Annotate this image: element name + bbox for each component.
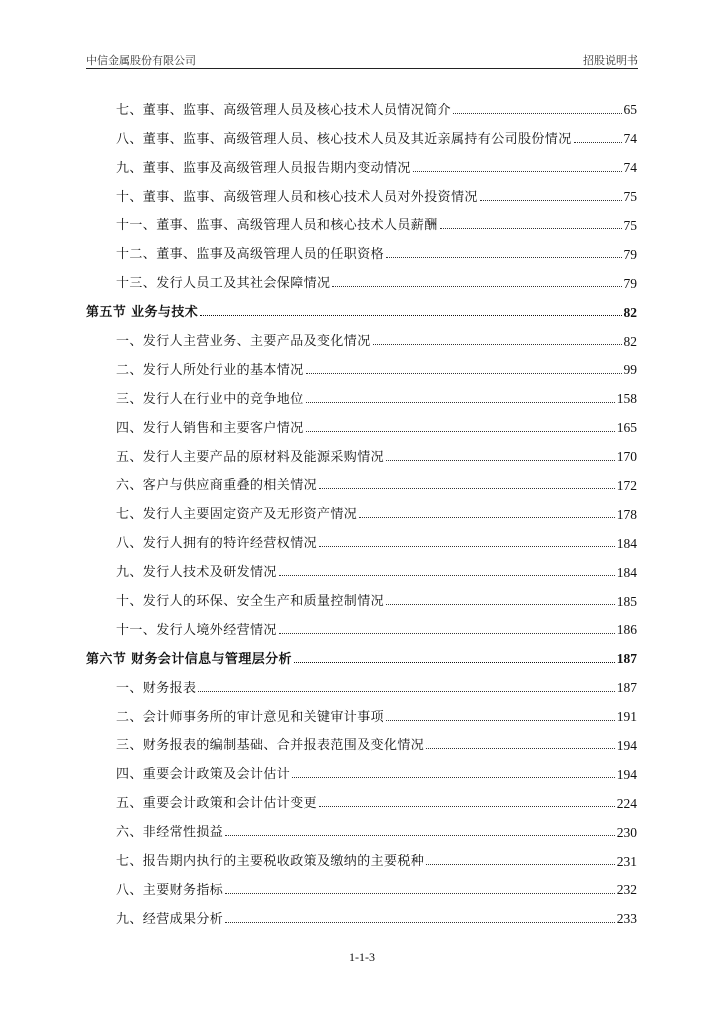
dot-leader bbox=[225, 922, 615, 923]
dot-leader bbox=[574, 142, 622, 143]
toc-entry[interactable] bbox=[86, 232, 637, 261]
toc-entry[interactable] bbox=[86, 897, 637, 926]
dot-leader bbox=[386, 257, 621, 258]
toc-page-number: 75 bbox=[623, 217, 637, 233]
toc-entry[interactable] bbox=[86, 781, 637, 810]
toc-page-number: 194 bbox=[616, 766, 637, 782]
toc-section-heading[interactable] bbox=[86, 637, 637, 666]
toc-entry[interactable] bbox=[86, 435, 637, 464]
dot-leader bbox=[319, 488, 615, 489]
toc-entry[interactable] bbox=[86, 348, 637, 377]
toc-entry[interactable] bbox=[86, 868, 637, 897]
toc-entry-title: 第五节 业务与技术 bbox=[86, 305, 199, 321]
toc-entry-title: 九、发行人技术及研发情况 bbox=[116, 565, 277, 581]
toc-page-number: 79 bbox=[623, 246, 637, 262]
toc-page-number: 231 bbox=[616, 853, 637, 869]
document-type: 招股说明书 bbox=[583, 54, 638, 67]
toc-page-number: 99 bbox=[623, 362, 637, 378]
toc-entry-title: 八、董事、监事、高级管理人员、核心技术人员及其近亲属持有公司股份情况 bbox=[116, 131, 572, 147]
header-divider bbox=[86, 68, 638, 69]
toc-entry-title: 七、董事、监事、高级管理人员及核心技术人员情况简介 bbox=[116, 102, 452, 118]
toc-page-number: 232 bbox=[616, 882, 637, 898]
dot-leader bbox=[292, 777, 615, 778]
toc-entry[interactable] bbox=[86, 117, 637, 146]
dot-leader bbox=[225, 893, 615, 894]
toc-page-number: 178 bbox=[616, 506, 637, 522]
toc-entry-title: 二、发行人所处行业的基本情况 bbox=[116, 362, 304, 378]
toc-page-number: 230 bbox=[616, 824, 637, 840]
dot-leader bbox=[306, 431, 615, 432]
toc-entry-title: 一、财务报表 bbox=[116, 680, 197, 696]
toc-entry[interactable] bbox=[86, 695, 637, 724]
toc-entry-title: 第六节 财务会计信息与管理层分析 bbox=[86, 651, 292, 667]
toc-entry[interactable] bbox=[86, 175, 637, 204]
toc-entry[interactable] bbox=[86, 261, 637, 290]
toc-entry-title: 六、非经常性损益 bbox=[116, 825, 224, 841]
toc-page-number: 194 bbox=[616, 737, 637, 753]
dot-leader bbox=[225, 835, 615, 836]
toc-page-number: 165 bbox=[616, 420, 637, 436]
toc-page-number: 224 bbox=[616, 795, 637, 811]
toc-entry-title: 六、客户与供应商重叠的相关情况 bbox=[116, 478, 318, 494]
dot-leader bbox=[426, 748, 615, 749]
dot-leader bbox=[332, 286, 621, 287]
toc-page-number: 184 bbox=[616, 564, 637, 580]
toc-entry[interactable] bbox=[86, 204, 637, 233]
dot-leader bbox=[453, 113, 621, 114]
dot-leader bbox=[413, 171, 622, 172]
dot-leader bbox=[373, 344, 622, 345]
toc-page-number: 187 bbox=[616, 651, 637, 667]
toc-page-number: 172 bbox=[616, 477, 637, 493]
dot-leader bbox=[480, 200, 622, 201]
toc-entry-title: 八、主要财务指标 bbox=[116, 882, 224, 898]
dot-leader bbox=[386, 460, 615, 461]
toc-entry-title: 十、发行人的环保、安全生产和质量控制情况 bbox=[116, 594, 385, 610]
dot-leader bbox=[319, 806, 615, 807]
toc-entry-title: 一、发行人主营业务、主要产品及变化情况 bbox=[116, 334, 371, 350]
toc-entry-title: 二、会计师事务所的审计意见和关键审计事项 bbox=[116, 709, 385, 725]
dot-leader bbox=[306, 402, 615, 403]
toc-entry-title: 十二、董事、监事及高级管理人员的任职资格 bbox=[116, 247, 385, 263]
toc-entry[interactable] bbox=[86, 521, 637, 550]
dot-leader bbox=[386, 720, 615, 721]
toc-entry-title: 七、发行人主要固定资产及无形资产情况 bbox=[116, 507, 358, 523]
dot-leader bbox=[440, 228, 622, 229]
toc-page-number: 75 bbox=[623, 189, 637, 205]
toc-entry[interactable] bbox=[86, 319, 637, 348]
toc-page-number: 191 bbox=[616, 709, 637, 725]
dot-leader bbox=[386, 604, 615, 605]
toc-entry-title: 十三、发行人员工及其社会保障情况 bbox=[116, 276, 331, 292]
toc-page-number: 184 bbox=[616, 535, 637, 551]
toc-entry[interactable] bbox=[86, 579, 637, 608]
toc-page-number: 170 bbox=[616, 449, 637, 465]
dot-leader bbox=[294, 662, 615, 663]
dot-leader bbox=[306, 373, 622, 374]
toc-entry[interactable] bbox=[86, 146, 637, 175]
toc-entry[interactable] bbox=[86, 464, 637, 493]
toc-page-number: 82 bbox=[623, 304, 637, 320]
toc-page-number: 82 bbox=[623, 333, 637, 349]
company-name: 中信金属股份有限公司 bbox=[86, 54, 196, 67]
toc-entry[interactable] bbox=[86, 406, 637, 435]
toc-page-number: 74 bbox=[623, 131, 637, 147]
dot-leader bbox=[426, 864, 615, 865]
toc-entry-title: 四、发行人销售和主要客户情况 bbox=[116, 420, 304, 436]
toc-entry-title: 七、报告期内执行的主要税收政策及缴纳的主要税种 bbox=[116, 854, 425, 870]
toc-entry[interactable] bbox=[86, 88, 637, 117]
toc-page-number: 79 bbox=[623, 275, 637, 291]
dot-leader bbox=[279, 633, 615, 634]
toc-entry-title: 九、经营成果分析 bbox=[116, 911, 224, 927]
toc-entry-title: 十一、发行人境外经营情况 bbox=[116, 622, 277, 638]
toc-page-number: 65 bbox=[623, 102, 637, 118]
dot-leader bbox=[359, 517, 615, 518]
toc-page-number: 158 bbox=[616, 391, 637, 407]
toc-entry[interactable] bbox=[86, 608, 637, 637]
toc-entry[interactable] bbox=[86, 666, 637, 695]
toc-entry-title: 三、发行人在行业中的竞争地位 bbox=[116, 391, 304, 407]
toc-section-heading[interactable] bbox=[86, 290, 637, 319]
table-of-contents bbox=[86, 88, 637, 926]
toc-entry[interactable] bbox=[86, 492, 637, 521]
toc-entry[interactable] bbox=[86, 839, 637, 868]
toc-entry-title: 五、重要会计政策和会计估计变更 bbox=[116, 796, 318, 812]
toc-entry[interactable] bbox=[86, 810, 637, 839]
dot-leader bbox=[319, 546, 615, 547]
toc-entry[interactable] bbox=[86, 724, 637, 753]
toc-entry[interactable] bbox=[86, 550, 637, 579]
toc-entry-title: 十、董事、监事、高级管理人员和核心技术人员对外投资情况 bbox=[116, 189, 478, 205]
page-number: 1-1-3 bbox=[349, 950, 375, 964]
dot-leader bbox=[279, 575, 615, 576]
toc-entry-title: 八、发行人拥有的特许经营权情况 bbox=[116, 536, 318, 552]
toc-entry-title: 四、重要会计政策及会计估计 bbox=[116, 767, 291, 783]
toc-entry-title: 三、财务报表的编制基础、合并报表范围及变化情况 bbox=[116, 738, 425, 754]
dot-leader bbox=[198, 691, 614, 692]
toc-entry-title: 九、董事、监事及高级管理人员报告期内变动情况 bbox=[116, 160, 411, 176]
page-header bbox=[86, 52, 638, 68]
toc-entry-title: 十一、董事、监事、高级管理人员和核心技术人员薪酬 bbox=[116, 218, 438, 234]
dot-leader bbox=[200, 315, 621, 316]
toc-page-number: 185 bbox=[616, 593, 637, 609]
toc-entry[interactable] bbox=[86, 752, 637, 781]
toc-entry[interactable] bbox=[86, 377, 637, 406]
toc-page-number: 186 bbox=[616, 622, 637, 638]
toc-page-number: 187 bbox=[616, 680, 637, 696]
toc-page-number: 233 bbox=[616, 911, 637, 927]
toc-page-number: 74 bbox=[623, 160, 637, 176]
toc-entry-title: 五、发行人主要产品的原材料及能源采购情况 bbox=[116, 449, 385, 465]
